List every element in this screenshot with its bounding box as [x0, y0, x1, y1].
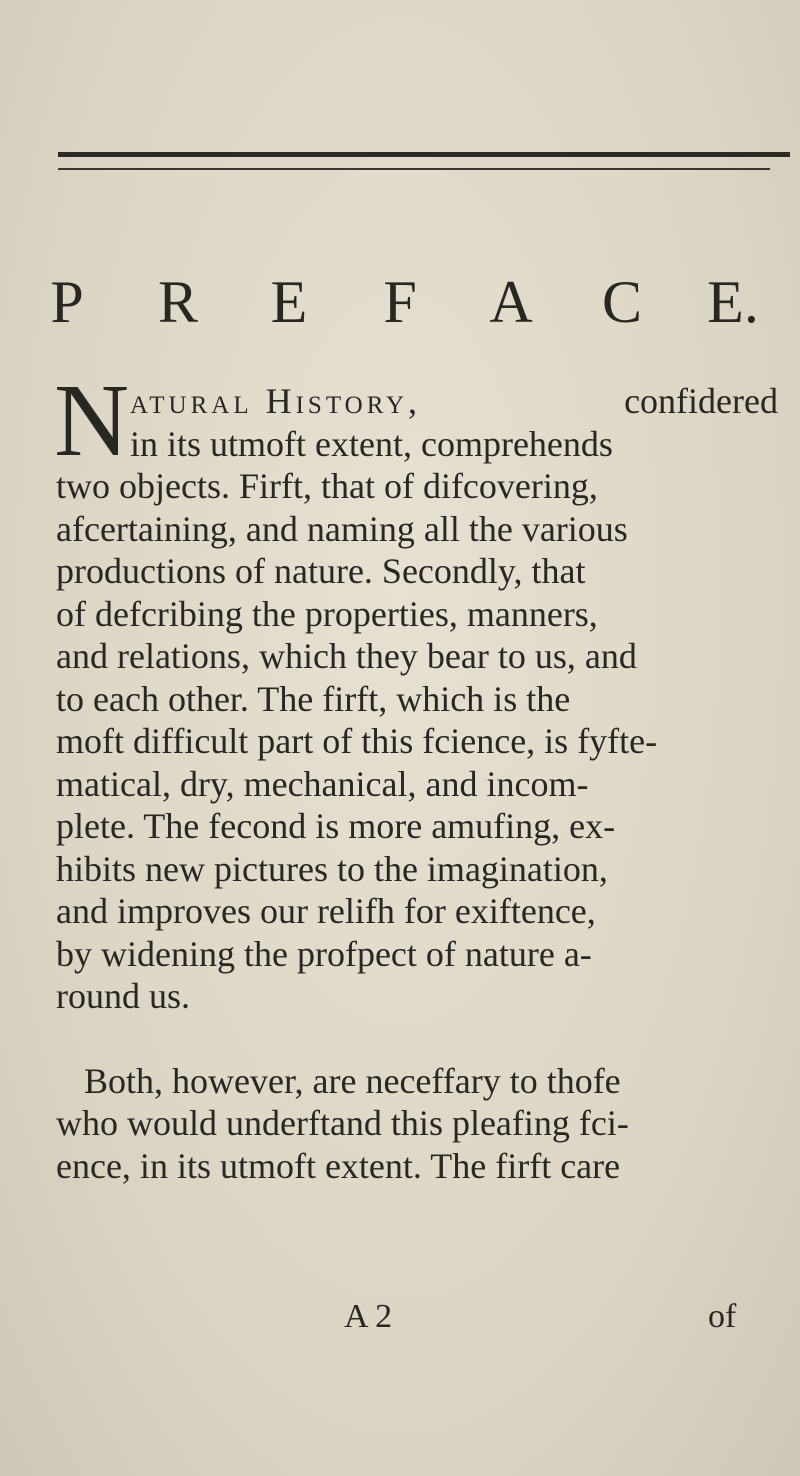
title-letter: E: [270, 268, 308, 335]
text-line: of defcribing the properties, manners,: [56, 593, 598, 634]
signature-mark: A 2: [344, 1298, 393, 1335]
catchword: of: [708, 1298, 737, 1335]
body-text: [54, 363, 778, 1187]
text-line: and improves our relifh for exiftence,: [56, 891, 596, 931]
text-line: plete. The fecond is more amufing, ex-: [56, 806, 616, 846]
text-line: ence, in its utmoft extent. The firft care: [56, 1145, 621, 1186]
text-line: and relations, which they bear to us, and: [56, 636, 637, 676]
title-letter: P: [50, 268, 84, 335]
text-line: [56, 380, 778, 423]
text-line: round us.: [56, 976, 190, 1016]
text-line: Both, however, are neceffary to thofe: [84, 1060, 621, 1101]
text-line: to each other. The firft, which is the: [56, 678, 571, 719]
text-line: matical, dry, mechanical, and incom-: [56, 763, 589, 804]
text-line: productions of nature. Secondly, that: [56, 551, 586, 591]
title-letter: A: [489, 268, 533, 335]
text-line: who would underftand this pleafing fci-: [56, 1103, 629, 1143]
text-line: moft difficult part of this fcience, is fyfte-: [56, 721, 658, 761]
title-letter: E.: [707, 268, 759, 335]
text-line: by widening the profpect of nature a-: [56, 933, 592, 974]
page-footer: [0, 1298, 800, 1348]
title-letter: R: [157, 268, 199, 335]
text-line: in its utmoft extent, comprehends: [130, 423, 613, 464]
title-letter: F: [383, 268, 417, 335]
page-title: [30, 262, 770, 342]
text-segment: confidered: [624, 381, 778, 421]
header-rule-thin: [58, 168, 770, 170]
text-line: two objects. Firft, that of difcovering,: [56, 466, 598, 506]
drop-cap: N: [54, 363, 130, 478]
text-line: afcertaining, and naming all the various: [56, 508, 628, 549]
text-segment: atural History,: [130, 381, 422, 421]
text-line: hibits new pictures to the imagination,: [56, 848, 608, 889]
title-letter: C: [601, 268, 643, 335]
header-rule-thick: [58, 152, 790, 157]
